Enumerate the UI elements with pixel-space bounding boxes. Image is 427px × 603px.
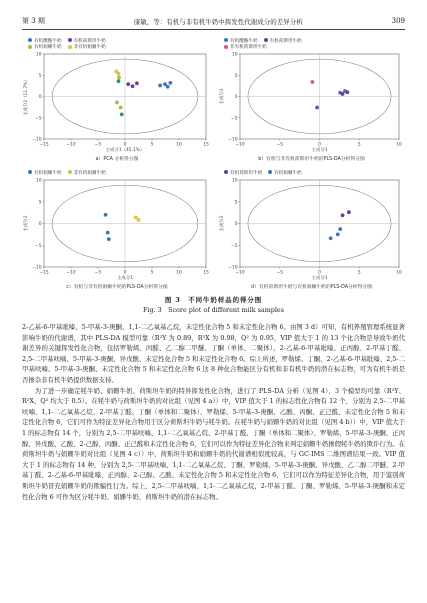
data-point [115,101,119,105]
data-point [338,227,342,231]
y-tick-label: 5 [38,200,42,206]
legend-label: 有机荷斯坦牛奶 [230,170,263,176]
data-point [117,72,121,76]
y-tick-label: 10 [231,178,238,184]
figure-3 [22,36,405,292]
issue-number: 第 3 期 [22,17,45,25]
x-axis-label: 主成分1 [311,276,328,281]
y-tick-label: −10 [32,265,42,271]
data-point [107,237,111,241]
data-point [106,231,110,235]
legend-label: 有机娟姗牛奶 [274,170,302,176]
y-tick-label: 10 [35,52,42,58]
paragraph: 2-乙基-6-甲基吡嗪、5-甲基-3-庚酮、1,1-二乙氧基乙烷、未定性化合物 5 和未定性化合物 6。由图 3 d）可知，有机养殖管理系统显著影响牛奶的代谢谱，其中 PLS-DA 模型可靠（R²Y 为 0.89，R²X 为 0.98，Q² 为 0.95，VIP 值大于 1 的 13 个化合物是导致牛奶代谢差异的关键挥发性化合物，包括罗勒烯、丙醛、乙二醇二甲醚、丁酮（单体、二聚体）、2-乙基-6-甲基吡嗪、正丙醇、2-甲基丁醛、2,5-二甲基呋喃、5-甲基-3-庚酮、异戊酸、未定性化合物 5 和未定性化合物 6。综上所述，罗勒烯、丁酮、2-乙基-6-甲基吡嗪、2,5-二甲基呋喃、5-甲基-3-庚酮、未定性化合物 5 和未定性化合物 6 这 8 种化合物能区分有机和非有机牛奶的潜在标志物，可为有机牛奶是否掺杂非有机牛奶提供数据支持。 [22,323,405,384]
x-tick-label: 10 [176,142,182,148]
data-point [137,218,141,222]
score-plot-svg [218,168,405,292]
data-point [336,232,340,236]
data-point [168,81,172,85]
x-tick-label: −15 [39,270,49,276]
x-tick-label: −10 [66,270,76,276]
y-tick-label: −10 [228,137,238,143]
x-tick-label: −5 [94,142,102,148]
panel-caption: c）有机与非有机娟姗牛奶的PLS-DA分析得分图 [66,285,168,290]
x-tick-label: −5 [276,270,283,276]
y-axis-label: 主成分2 [220,215,225,232]
score-plot-c [22,168,212,292]
x-axis-label: 主成分1 [311,148,328,153]
legend-label: 有机酸酪牛奶 [34,38,62,44]
x-tick-label: 5 [357,142,361,148]
x-axis-label: 主成分1 [117,276,133,281]
y-axis-label: 主成分2 [220,88,225,105]
x-tick-label: −10 [235,270,245,276]
running-title: 康敏，等：有机与非有机牛奶中挥发性代谢成分的差异分析 [133,17,303,26]
legend-label: 有机荷斯坦牛奶 [269,38,302,44]
data-point [135,81,139,85]
data-point [345,90,349,94]
x-tick-label: 10 [396,270,402,276]
data-point [347,210,351,214]
data-point [126,82,130,86]
panel-caption: d）有机荷斯坦牛奶与有机娟姗牛奶的PLS-DA分析得分图 [250,285,372,290]
y-tick-label: 0 [38,222,42,227]
x-tick-label: −10 [235,142,245,148]
data-point [341,92,345,96]
panel-caption: a）PCA 分析得分图 [95,157,139,162]
page-number: 309 [391,17,405,25]
data-point [119,106,123,110]
y-tick-label: −5 [35,116,42,122]
y-tick-label: −5 [231,116,238,122]
legend-label: 有机娟姗牛奶 [34,170,62,176]
x-tick-label: 15 [203,270,209,276]
running-header [22,15,405,27]
y-tick-label: 0 [38,95,42,100]
data-point [166,85,170,89]
x-tick-label: −5 [276,142,283,148]
data-point [315,106,319,110]
header-rule [22,29,405,30]
y-tick-label: 10 [35,178,42,184]
y-tick-label: −5 [35,243,42,249]
x-tick-label: 5 [357,270,361,276]
x-tick-label: 5 [150,270,154,276]
y-tick-label: 0 [234,222,238,227]
data-point [120,112,124,116]
y-tick-label: −10 [228,265,238,271]
body-text [22,322,405,502]
x-tick-label: 0 [318,270,321,276]
paragraph: 为了进一步确定牦牛奶、娟姗牛奶、荷斯坦牛奶的特异挥发性化合物，进行了 PLS-DA 分析（见图 4），3 个模型均可靠（R²Y、R²X、Q² 均大于 0.5）。在牦牛奶与荷斯坦牛奶的对比组（见图 4 a））中，VIP 值大于 1 的标志性化合物有 12 个，分别为 2,5-二甲基呋喃、1,1-二乙氧基乙烷、2-甲基丁醛、丁酮（单体和二聚体）、罗勒烯、5-甲基-3-庚酮、乙酸、丙酮、正己醛、未定性化合物 5 和未定性化合物 6，它们可作为特征差异化合物用于区分荷斯坦牛奶与牦牛奶。在牦牛奶与娟姗牛奶的对比组（见图 4 b））中，VIP 值大于 1 的标志物有 14 个，分别为 2,5-二甲基呋喃、1,1-二乙氧基乙烷、2-甲基丁醛、丁酮（单体和二聚体）、罗勒烯、5-甲基-3-庚酮、正丙醇、异戊酸、乙酸、2-己醇、丙酮、正己醛和未定性化合物 6，它们可以作为特征差异化合物来判定娟姗牛奶掺假牦牛奶的欺诈行为。在荷斯坦牛奶与娟姗牛奶对比组（见图 4 c））中，荷斯坦牛奶和娟姗牛奶的代谢谱相似度较高，与 GC-IMS 二维图谱结果一致。VIP 值大于 1 的标志物有 14 种，分别为 2,5-二甲基呋喃、1,1-二乙氧基乙烷、丁酮、罗勒烯、5-甲基-3-庚酮、异戊酸、乙二醇二甲醚、2-甲基丁醛、2-乙基-6-甲基吡嗪、正丙醇、2-己醇、乙酸、未定性化合物 5 和未定性化合物 6，它们可以作为特征差异化合物，用于鉴别荷斯坦牛奶冒充娟姗牛奶的欺骗性行为。综上，2,5-二甲基呋喃、1,1-二乙氧基乙烷、2-甲基丁醛、丁酮、罗勒烯、5-甲基-3-庚酮和未定性化合物 6 可作为区分牦牛奶、娟姗牛奶、荷斯坦牛奶的潜在标志物。 [22,386,405,501]
panel-caption: b）有机与非有机荷斯坦牛奶的PLS-DA分析得分图 [258,157,365,162]
legend-label: 有机荷斯坦牛奶 [73,38,106,44]
y-axis-label: 主成分2 [24,215,29,232]
y-tick-label: 5 [234,73,238,79]
data-point [341,213,345,217]
data-point [104,213,108,217]
x-tick-label: 5 [150,142,154,148]
legend-label: 非有机娟姗牛奶 [73,170,106,176]
data-point [131,84,135,88]
figure-caption-cn: 图 3 不同牛奶样品的得分图 [164,296,263,304]
x-tick-label: 0 [318,142,321,148]
y-tick-label: 0 [234,95,238,100]
x-tick-label: 10 [396,142,402,148]
x-tick-label: 0 [123,142,127,148]
score-plot-svg [218,36,405,164]
x-tick-label: −15 [39,142,49,148]
x-tick-label: 15 [203,142,209,148]
score-plot-svg [22,168,212,292]
y-tick-label: −10 [32,137,42,143]
x-tick-label: 10 [176,270,182,276]
y-tick-label: 5 [38,73,42,79]
x-tick-label: −10 [66,142,76,148]
y-tick-label: −5 [231,243,238,249]
score-plot-b [218,36,405,164]
data-point [117,79,121,83]
legend-label: 有机娟姗牛奶 [34,45,62,50]
data-point [310,80,314,84]
y-axis-label: 主成分2（11.7%） [24,77,29,116]
data-point [329,236,333,240]
legend-label: 有机酸酪牛奶 [230,38,258,44]
x-tick-label: 0 [123,270,127,276]
legend-label: 非有机娟姗牛奶 [73,45,106,50]
score-plot-a [22,36,212,164]
figure-caption-en: Fig. 3 Score plot of different milk samples [143,306,284,314]
x-tick-label: −5 [94,270,102,276]
score-plot-svg [22,36,212,164]
data-point [158,84,162,88]
legend-label: 非有机荷斯坦牛奶 [230,45,267,50]
y-tick-label: 5 [234,200,238,206]
x-axis-label: 主成分1（45.1%） [105,148,145,153]
data-point [117,75,121,79]
score-plot-d [218,168,405,292]
y-tick-label: 10 [231,52,238,58]
